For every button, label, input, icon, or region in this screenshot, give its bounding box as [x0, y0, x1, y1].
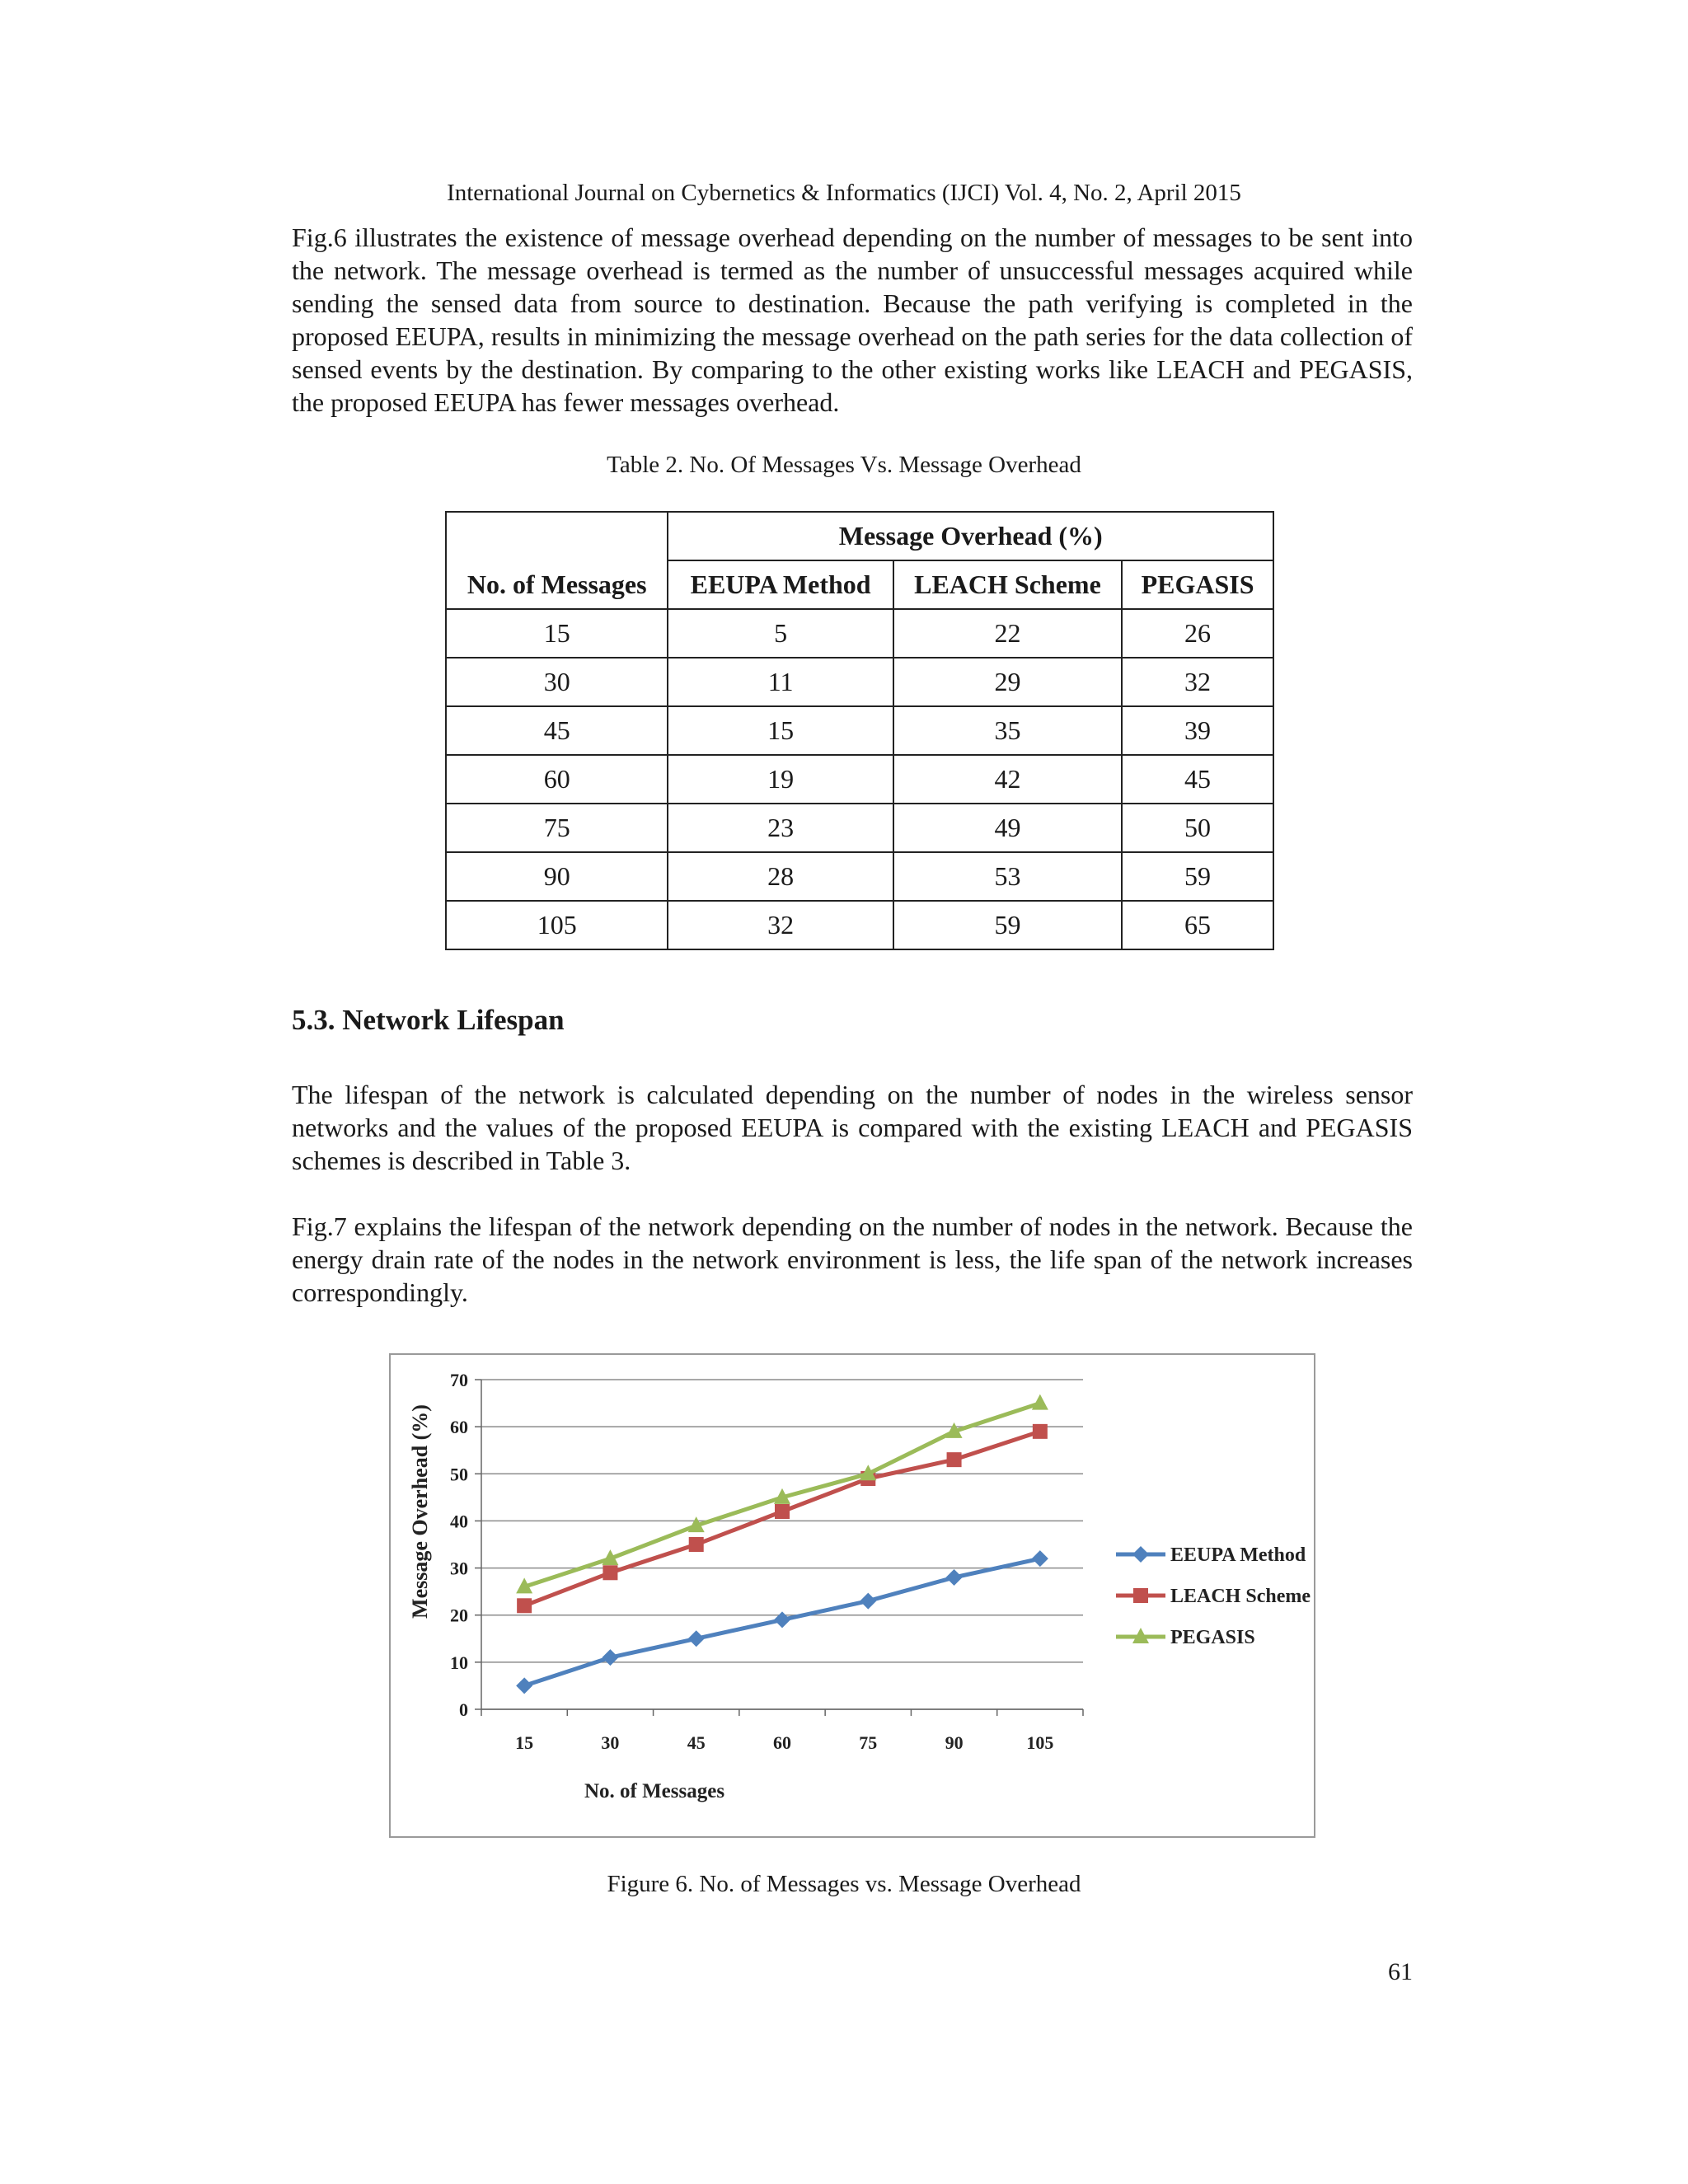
legend-label-pegasis: PEGASIS: [1170, 1627, 1255, 1648]
paragraph-fig7: Fig.7 explains the lifespan of the network depending on the number of nodes in the network. Because the energy drain rate of the nodes in the network environment is less, the life span of the network increases correspondingly.: [292, 1212, 1413, 1307]
data-point-eeupa-method: [946, 1569, 963, 1586]
data-point-pegasis: [1032, 1394, 1048, 1410]
intro-paragraph: Fig.6 illustrates the existence of message overhead depending on the number of messages to be sent into the network. The message overhead is termed as the number of unsuccessful messages acquired while sending the sensed data from source to destination. Because the path verifying is completed in the proposed EEUPA, results in minimizing the message overhead on the path series for the data collection of sensed events by the destination. By comparing to the other existing works like LEACH and PEGASIS, the proposed EEUPA has fewer messages overhead.: [292, 223, 1413, 417]
section-heading: 5.3. Network Lifespan: [292, 1004, 565, 1036]
table-cell: 49: [893, 804, 1122, 852]
table-cell: 5: [668, 609, 893, 658]
data-point-leach-scheme: [1033, 1424, 1048, 1439]
table-cell: 75: [446, 804, 668, 852]
data-point-leach-scheme: [689, 1537, 704, 1552]
column-header: PEGASIS: [1122, 560, 1273, 609]
line-chart: [391, 1355, 1314, 1836]
legend-marker-leach-scheme: [1133, 1588, 1148, 1603]
x-tick-label: 15: [515, 1732, 534, 1753]
y-tick-label: 40: [450, 1511, 468, 1532]
table-cell: 28: [668, 852, 893, 901]
table-cell: 59: [893, 901, 1122, 949]
table-cell: 59: [1122, 852, 1273, 901]
table-row: [446, 609, 1273, 658]
column-header: EEUPA Method: [668, 560, 893, 609]
y-axis-label: Message Overhead (%): [408, 1404, 432, 1619]
overhead-table: [445, 511, 1274, 950]
table-cell: 60: [446, 755, 668, 804]
x-tick-label: 45: [687, 1732, 706, 1753]
table-row: [446, 901, 1273, 949]
figure-6-chart: [389, 1353, 1315, 1838]
data-point-leach-scheme: [947, 1452, 962, 1467]
table-cell: 90: [446, 852, 668, 901]
data-point-leach-scheme: [603, 1565, 617, 1580]
table-cell: 39: [1122, 706, 1273, 755]
legend-marker-eeupa-method: [1132, 1546, 1149, 1563]
table-cell: 53: [893, 852, 1122, 901]
table-row: [446, 852, 1273, 901]
data-point-eeupa-method: [688, 1630, 705, 1647]
table-cell: 26: [1122, 609, 1273, 658]
x-tick-label: 90: [945, 1732, 964, 1753]
x-tick-label: 60: [773, 1732, 791, 1753]
y-tick-label: 10: [450, 1652, 468, 1673]
data-point-eeupa-method: [774, 1611, 790, 1628]
table-cell: 50: [1122, 804, 1273, 852]
table-cell: 11: [668, 658, 893, 706]
y-tick-label: 20: [450, 1605, 468, 1626]
data-point-eeupa-method: [860, 1593, 876, 1610]
row-header-cell: No. of Messages: [446, 512, 668, 609]
x-axis-label: No. of Messages: [584, 1780, 725, 1802]
table-cell: 32: [1122, 658, 1273, 706]
table-cell: 15: [668, 706, 893, 755]
paragraph-lifespan: The lifespan of the network is calculated depending on the number of nodes in the wireless sensor networks and the values of the proposed EEUPA is compared with the existing LEACH and PEGASIS schemes is described in Table 3.: [292, 1080, 1413, 1175]
group-header-cell: Message Overhead (%): [668, 512, 1273, 560]
table-cell: 29: [893, 658, 1122, 706]
table-caption: Table 2. No. Of Messages Vs. Message Overhead: [607, 452, 1081, 478]
table-cell: 22: [893, 609, 1122, 658]
data-point-leach-scheme: [517, 1598, 532, 1613]
table-cell: 45: [1122, 755, 1273, 804]
legend-label-leach-scheme: LEACH Scheme: [1170, 1586, 1311, 1607]
data-point-eeupa-method: [516, 1677, 532, 1694]
journal-header: International Journal on Cybernetics & Informatics (IJCI) Vol. 4, No. 2, April 2015: [447, 180, 1241, 206]
table-row: [446, 706, 1273, 755]
table-cell: 42: [893, 755, 1122, 804]
page-number: 61: [1388, 1958, 1413, 1985]
table-row: [446, 658, 1273, 706]
table-row: [446, 755, 1273, 804]
y-tick-label: 0: [459, 1699, 468, 1720]
y-tick-label: 50: [450, 1464, 468, 1485]
data-point-leach-scheme: [775, 1504, 790, 1519]
x-tick-label: 75: [859, 1732, 878, 1753]
table-row: [446, 804, 1273, 852]
column-header: LEACH Scheme: [893, 560, 1122, 609]
y-tick-label: 70: [450, 1370, 468, 1390]
legend-label-eeupa-method: EEUPA Method: [1170, 1544, 1306, 1566]
table-cell: 65: [1122, 901, 1273, 949]
x-tick-label: 105: [1026, 1732, 1054, 1753]
x-tick-label: 30: [601, 1732, 620, 1753]
table-cell: 35: [893, 706, 1122, 755]
table-cell: 45: [446, 706, 668, 755]
y-tick-label: 30: [450, 1558, 468, 1579]
table-cell: 32: [668, 901, 893, 949]
table-cell: 30: [446, 658, 668, 706]
table-cell: 15: [446, 609, 668, 658]
figure-caption: Figure 6. No. of Messages vs. Message Overhead: [607, 1871, 1081, 1897]
data-point-eeupa-method: [1032, 1550, 1048, 1567]
y-tick-label: 60: [450, 1417, 468, 1438]
table-cell: 105: [446, 901, 668, 949]
table-cell: 19: [668, 755, 893, 804]
data-point-eeupa-method: [602, 1649, 618, 1666]
table-cell: 23: [668, 804, 893, 852]
